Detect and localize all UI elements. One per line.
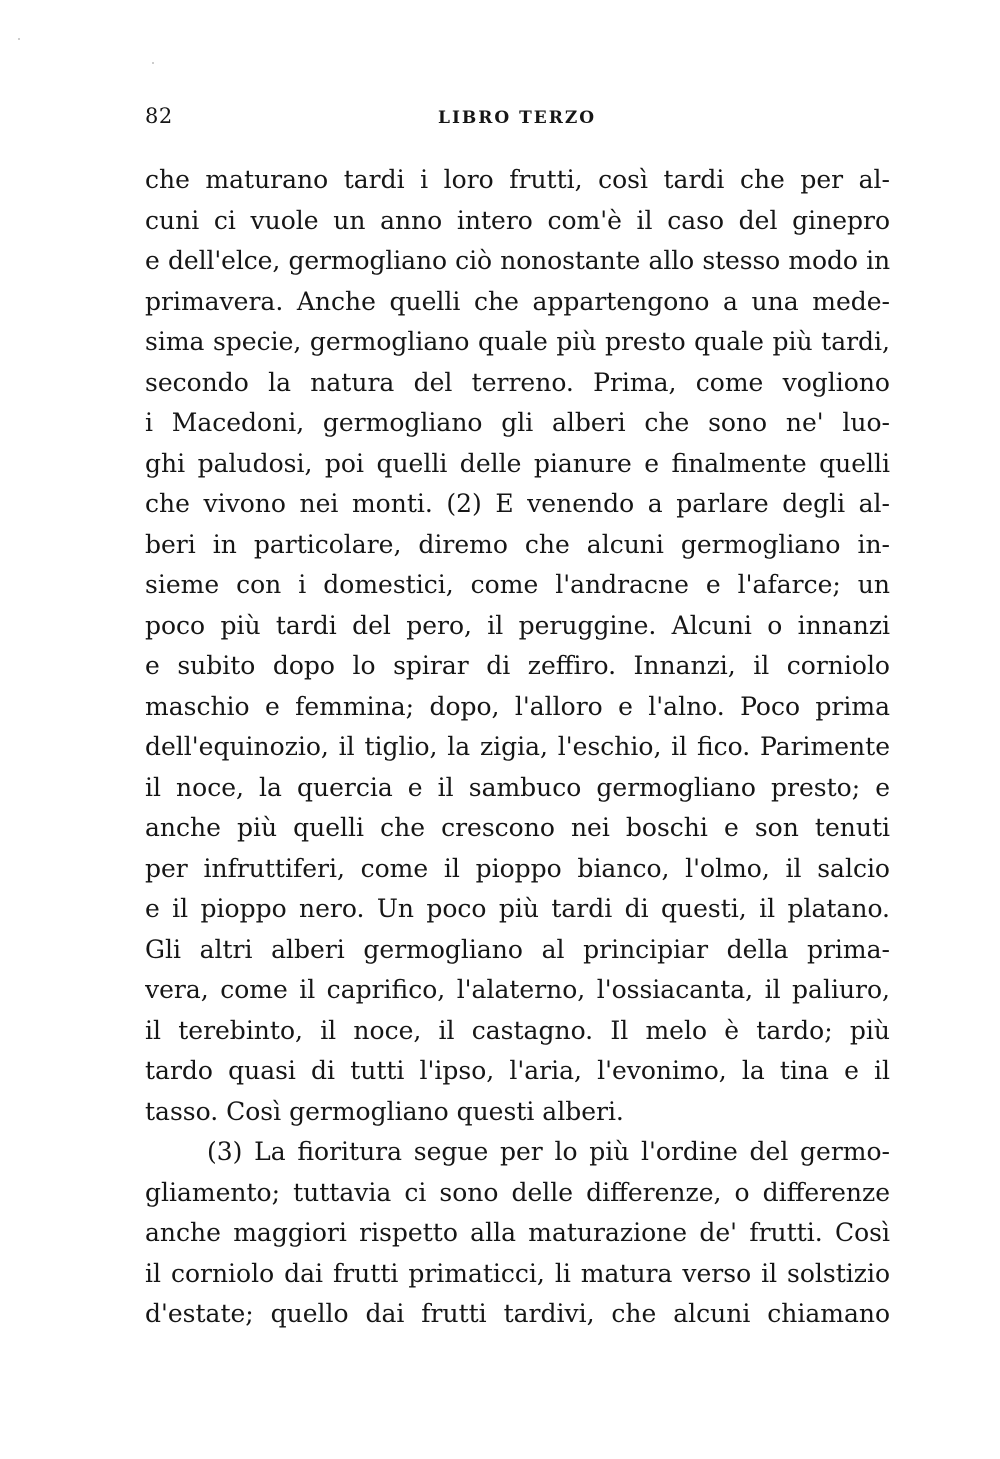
text-line: ghi paludosi, poi quelli delle pianure e finalmente quelli (145, 448, 890, 478)
text-line: primavera. Anche quelli che appartengono a una mede- (145, 286, 890, 316)
text-line: per infruttiferi, come il pioppo bianco, l'olmo, il salcio (145, 853, 890, 883)
text-line: dell'equinozio, il tiglio, la zigia, l'eschio, il fico. Parimente (145, 732, 890, 761)
paragraph-end-line: tasso. Così germogliano questi alberi. (145, 1096, 624, 1126)
text-line: anche più quelli che crescono nei boschi e son tenuti (145, 813, 890, 842)
text-line: il corniolo dai frutti primaticci, li matura verso il solstizio (145, 1258, 890, 1288)
text-line: che vivono nei monti. (2) E venendo a parlare degli al- (145, 489, 890, 518)
text-line: sima specie, germogliano quale più presto quale più tardi, (145, 327, 890, 356)
text-line: poco più tardi del pero, il peruggine. Alcuni o innanzi (145, 610, 890, 640)
text-line: e subito dopo lo spirar di zeffiro. Innanzi, il corniolo (145, 651, 890, 680)
paragraph-start-line: (3) La fioritura segue per lo più l'ordine del germo- (207, 1137, 890, 1166)
running-title: LIBRO TERZO (438, 108, 597, 128)
text-line: vera, come il caprifico, l'alaterno, l'ossiacanta, il paliuro, (145, 975, 890, 1004)
text-line: sieme con i domestici, come l'andracne e l'afarce; un (145, 570, 890, 599)
text-line: il terebinto, il noce, il castagno. Il melo è tardo; più (145, 1015, 890, 1045)
text-line: beri in particolare, diremo che alcuni germogliano in- (145, 529, 890, 559)
text-line: e dell'elce, germogliano ciò nonostante allo stesso modo in (145, 246, 890, 275)
text-line: i Macedoni, germogliano gli alberi che sono ne' luo- (145, 408, 890, 437)
body-text (145, 160, 890, 1335)
paper-speck (18, 38, 20, 40)
paper-speck (152, 62, 154, 64)
text-line: gliamento; tuttavia ci sono delle differenze, o differenze (145, 1177, 890, 1207)
text-line: maschio e femmina; dopo, l'alloro e l'alno. Poco prima (145, 691, 890, 721)
text-line: d'estate; quello dai frutti tardivi, che alcuni chiamano (145, 1299, 890, 1328)
text-line: che maturano tardi i loro frutti, così tardi che per al- (145, 165, 890, 194)
text-line: e il pioppo nero. Un poco più tardi di questi, il platano. (145, 894, 890, 923)
text-line: cuni ci vuole un anno intero com'è il caso del ginepro (145, 205, 890, 235)
page-number: 82 (145, 104, 173, 128)
text-line: anche maggiori rispetto alla maturazione de' frutti. Così (145, 1218, 890, 1247)
text-line: Gli altri alberi germogliano al principiar della prima- (145, 934, 890, 964)
text-line: secondo la natura del terreno. Prima, come vogliono (145, 367, 890, 397)
text-line: tardo quasi di tutti l'ipso, l'aria, l'evonimo, la tina e il (145, 1056, 890, 1085)
text-line: il noce, la quercia e il sambuco germogliano presto; e (145, 772, 890, 802)
